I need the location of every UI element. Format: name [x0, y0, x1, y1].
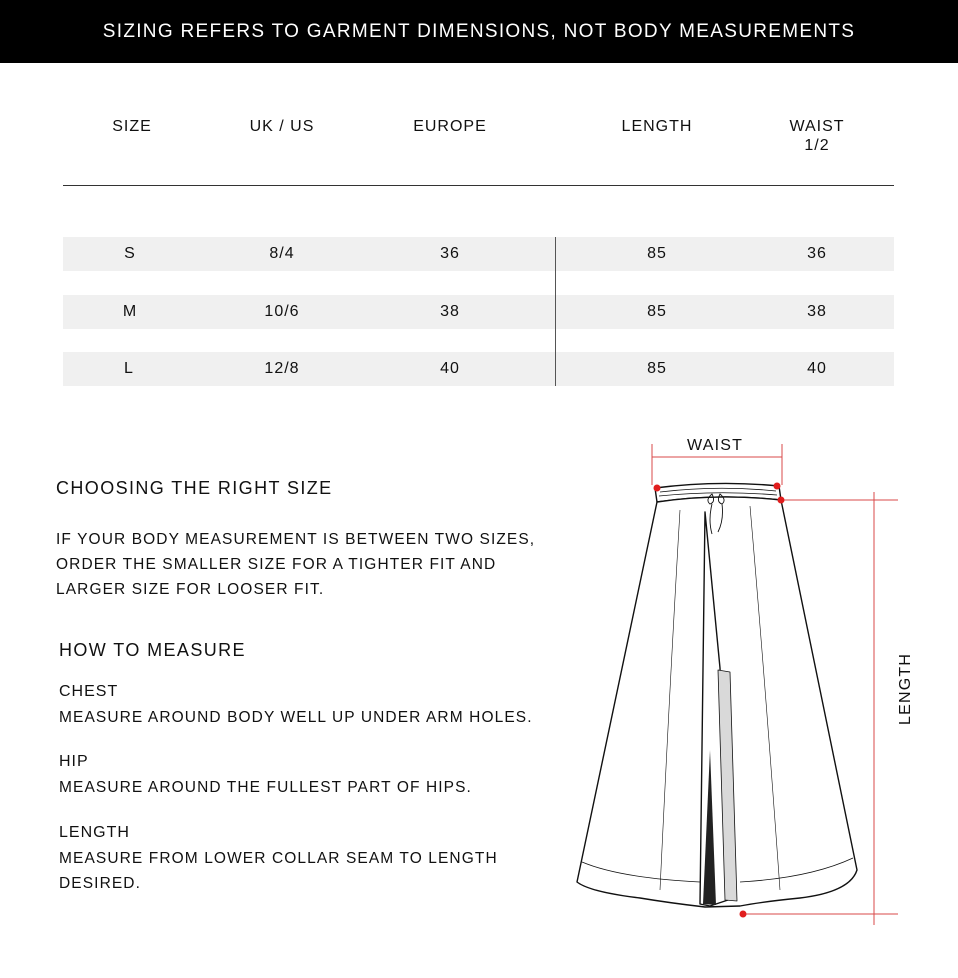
choosing-line-1: IF YOUR BODY MEASUREMENT IS BETWEEN TWO SIZES, [56, 531, 536, 548]
length-label: LENGTH [59, 824, 130, 841]
cell-size: L [124, 360, 134, 377]
hip-label: HIP [59, 753, 89, 770]
header-size: SIZE [112, 118, 152, 135]
length-measure-label: LENGTH [897, 652, 914, 725]
cell-europe: 40 [440, 360, 460, 377]
chest-label: CHEST [59, 683, 119, 700]
length-text [59, 846, 498, 896]
cell-uk-us: 8/4 [269, 245, 295, 262]
choosing-line-2: ORDER THE SMALLER SIZE FOR A TIGHTER FIT AND [56, 556, 497, 573]
length-text-line-2: DESIRED. [59, 875, 142, 892]
sizing-banner: SIZING REFERS TO GARMENT DIMENSIONS, NOT BODY MEASUREMENTS [0, 0, 958, 63]
length-bottom-marker [740, 911, 747, 918]
cell-length: 85 [647, 303, 667, 320]
garment-diagram [560, 430, 958, 978]
header-waist-line1: WAIST [789, 118, 845, 135]
choosing-text [56, 527, 535, 602]
cell-size: M [122, 303, 138, 320]
table-row [63, 295, 894, 329]
cell-waist: 36 [807, 245, 827, 262]
table-row [63, 237, 894, 271]
header-europe: EUROPE [413, 118, 487, 135]
chest-text: MEASURE AROUND BODY WELL UP UNDER ARM HOLES. [59, 709, 533, 726]
waist-left-marker [654, 485, 661, 492]
cell-europe: 38 [440, 303, 460, 320]
choosing-title: CHOOSING THE RIGHT SIZE [56, 478, 333, 498]
table-column-divider [555, 237, 556, 386]
cell-waist: 38 [807, 303, 827, 320]
length-top-marker [778, 497, 785, 504]
cell-europe: 36 [440, 245, 460, 262]
header-divider [63, 185, 894, 186]
cell-uk-us: 12/8 [264, 360, 300, 377]
cell-length: 85 [647, 245, 667, 262]
cell-uk-us: 10/6 [264, 303, 300, 320]
cell-waist: 40 [807, 360, 827, 377]
cell-size: S [124, 245, 136, 262]
cell-length: 85 [647, 360, 667, 377]
measure-title: HOW TO MEASURE [59, 640, 246, 660]
choosing-line-3: LARGER SIZE FOR LOOSER FIT. [56, 581, 325, 598]
header-waist [777, 117, 857, 155]
header-uk-us: UK / US [249, 118, 315, 135]
hip-text: MEASURE AROUND THE FULLEST PART OF HIPS. [59, 779, 472, 796]
table-row [63, 352, 894, 386]
waist-measure-label: WAIST [687, 437, 744, 454]
waist-right-marker [774, 483, 781, 490]
header-waist-line2: 1/2 [804, 137, 830, 154]
header-length: LENGTH [621, 118, 693, 135]
length-text-line-1: MEASURE FROM LOWER COLLAR SEAM TO LENGTH [59, 850, 498, 867]
